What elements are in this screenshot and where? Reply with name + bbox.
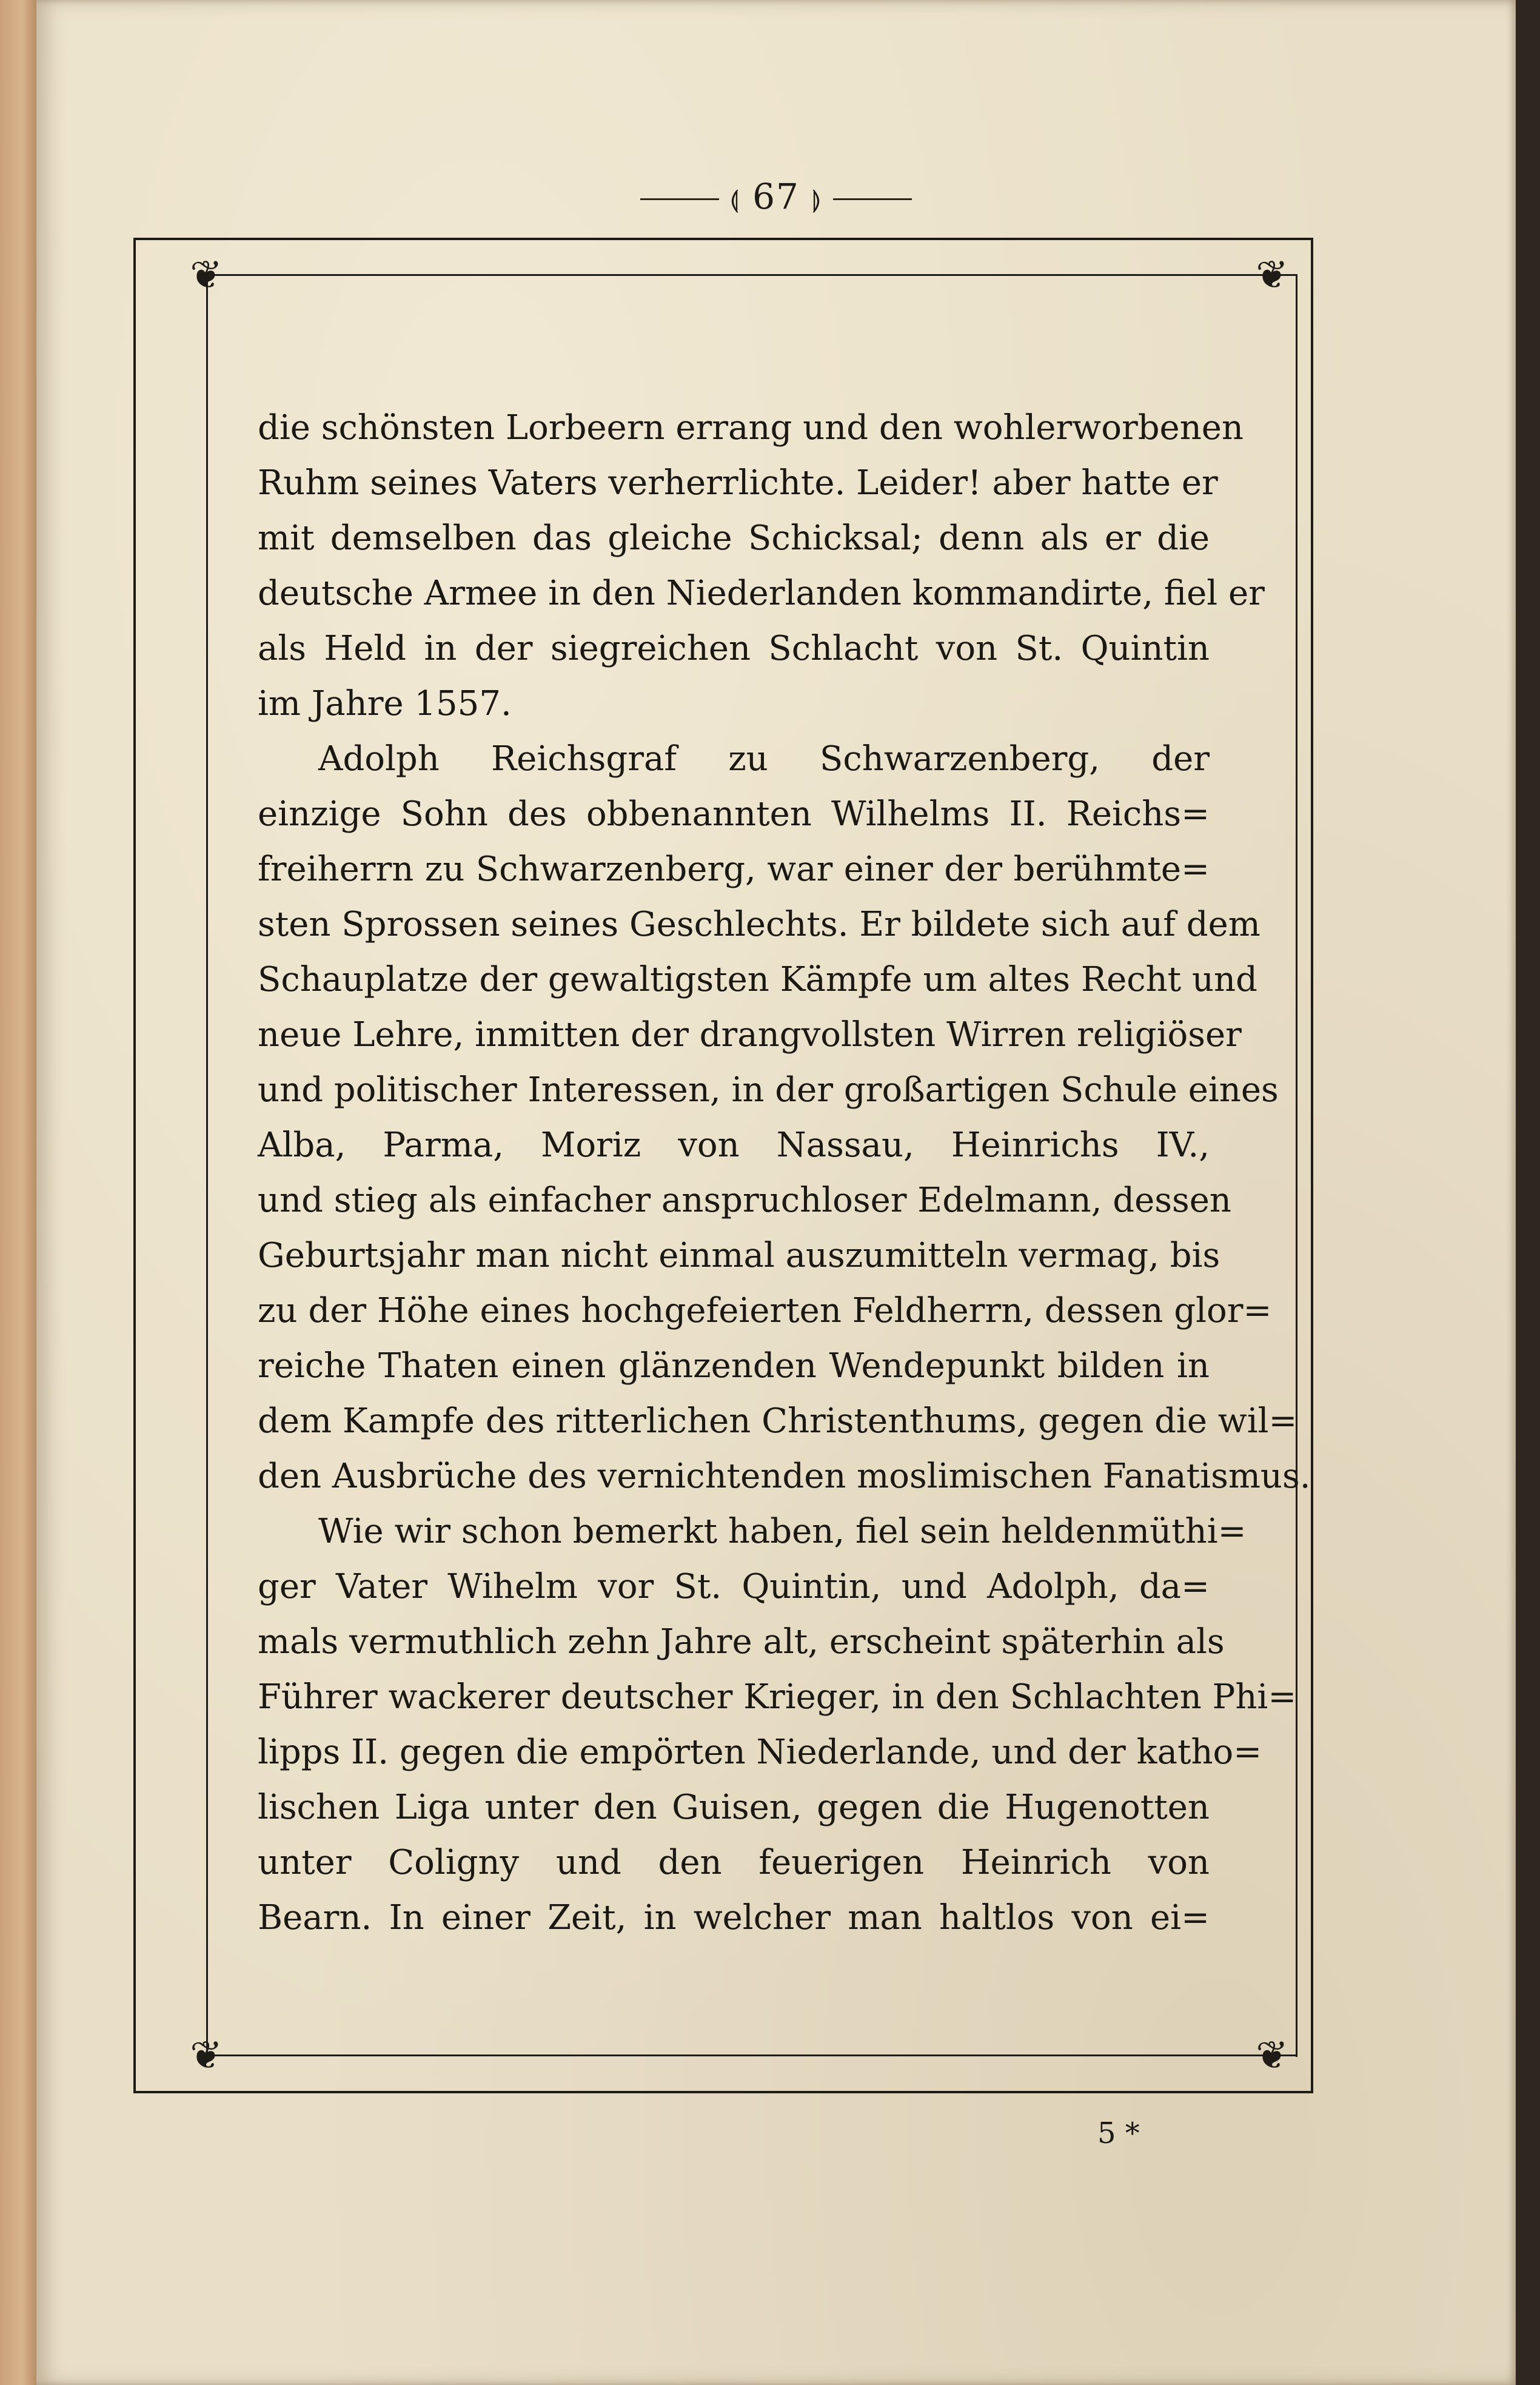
- text-line: neue Lehre, inmitten der drangvollsten Wirren religiöser: [258, 1015, 1242, 1055]
- text-line: Schauplatze der gewaltigsten Kämpfe um altes Recht und: [258, 960, 1257, 999]
- corner-flourish-icon: ❦: [190, 253, 223, 298]
- text-line: sten Sprossen seines Geschlechts. Er bildete sich auf dem: [258, 905, 1260, 944]
- text-line: Bearn. In einer Zeit, in welcher man haltlos von ei=: [258, 1898, 1210, 1937]
- corner-flourish-icon: ❦: [1256, 253, 1288, 298]
- text-line: einzige Sohn des obbenannten Wilhelms II. Reichs=: [258, 794, 1210, 834]
- text-line: mit demselben das gleiche Schicksal; denn als er die: [258, 518, 1210, 558]
- page-header: [36, 176, 1516, 217]
- body-text: [258, 400, 1311, 1945]
- adjacent-page-edge: [0, 0, 36, 2385]
- header-rule-right: [833, 198, 912, 200]
- text-line: mals vermuthlich zehn Jahre alt, erscheint späterhin als: [258, 1622, 1225, 1662]
- text-line: Führer wackerer deutscher Krieger, in den Schlachten Phi=: [258, 1677, 1297, 1717]
- signature-mark: 5 *: [1097, 2116, 1140, 2150]
- text-line: als Held in der siegreichen Schlacht von St. Quintin: [258, 629, 1210, 668]
- text-line: und stieg als einfacher anspruchloser Edelmann, dessen: [258, 1181, 1231, 1220]
- text-line: dem Kampfe des ritterlichen Christenthums, gegen die wil=: [258, 1401, 1297, 1441]
- corner-flourish-icon: ❦: [190, 2033, 223, 2078]
- text-line: freiherrn zu Schwarzenberg, war einer der berühmte=: [258, 850, 1210, 889]
- page-number: 67: [752, 176, 800, 217]
- scan-background-edge: [1516, 0, 1540, 2385]
- text-line: lischen Liga unter den Guisen, gegen die Hugenotten: [258, 1788, 1210, 1827]
- text-line: Alba, Parma, Moriz von Nassau, Heinrichs IV.,: [258, 1125, 1210, 1165]
- text-line: den Ausbrüche des vernichtenden moslimischen Fanatismus.: [258, 1457, 1311, 1496]
- text-line: die schönsten Lorbeern errang und den wohlerworbenen: [258, 408, 1244, 448]
- inner-frame-top-rule: [206, 274, 1297, 276]
- text-line: reiche Thaten einen glänzenden Wendepunkt bilden in: [258, 1346, 1210, 1386]
- text-line: und politischer Interessen, in der großartigen Schule eines: [258, 1070, 1279, 1110]
- text-line: Adolph Reichsgraf zu Schwarzenberg, der: [318, 739, 1210, 779]
- corner-flourish-icon: ❦: [1256, 2033, 1288, 2078]
- text-line: Ruhm seines Vaters verherrlichte. Leider! aber hatte er: [258, 463, 1218, 503]
- text-line: im Jahre 1557.: [258, 684, 512, 723]
- text-line: ger Vater Wihelm vor St. Quintin, und Adolph, da=: [258, 1567, 1210, 1606]
- header-flourish-left-icon: ⟬: [729, 185, 740, 213]
- text-line: zu der Höhe eines hochgefeierten Feldherrn, dessen glor=: [258, 1291, 1272, 1330]
- text-line: unter Coligny und den feuerigen Heinrich von: [258, 1843, 1210, 1882]
- header-flourish-right-icon: ⟭: [812, 185, 823, 213]
- text-line: Wie wir schon bemerkt haben, fiel sein heldenmüthi=: [318, 1512, 1247, 1551]
- text-line: lipps II. gegen die empörten Niederlande, und der katho=: [258, 1733, 1262, 1772]
- text-line: deutsche Armee in den Niederlanden kommandirte, fiel er: [258, 574, 1265, 613]
- text-line: Geburtsjahr man nicht einmal auszumitteln vermag, bis: [258, 1236, 1220, 1275]
- header-rule-left: [640, 198, 719, 200]
- inner-frame-bottom-rule: [206, 2055, 1297, 2056]
